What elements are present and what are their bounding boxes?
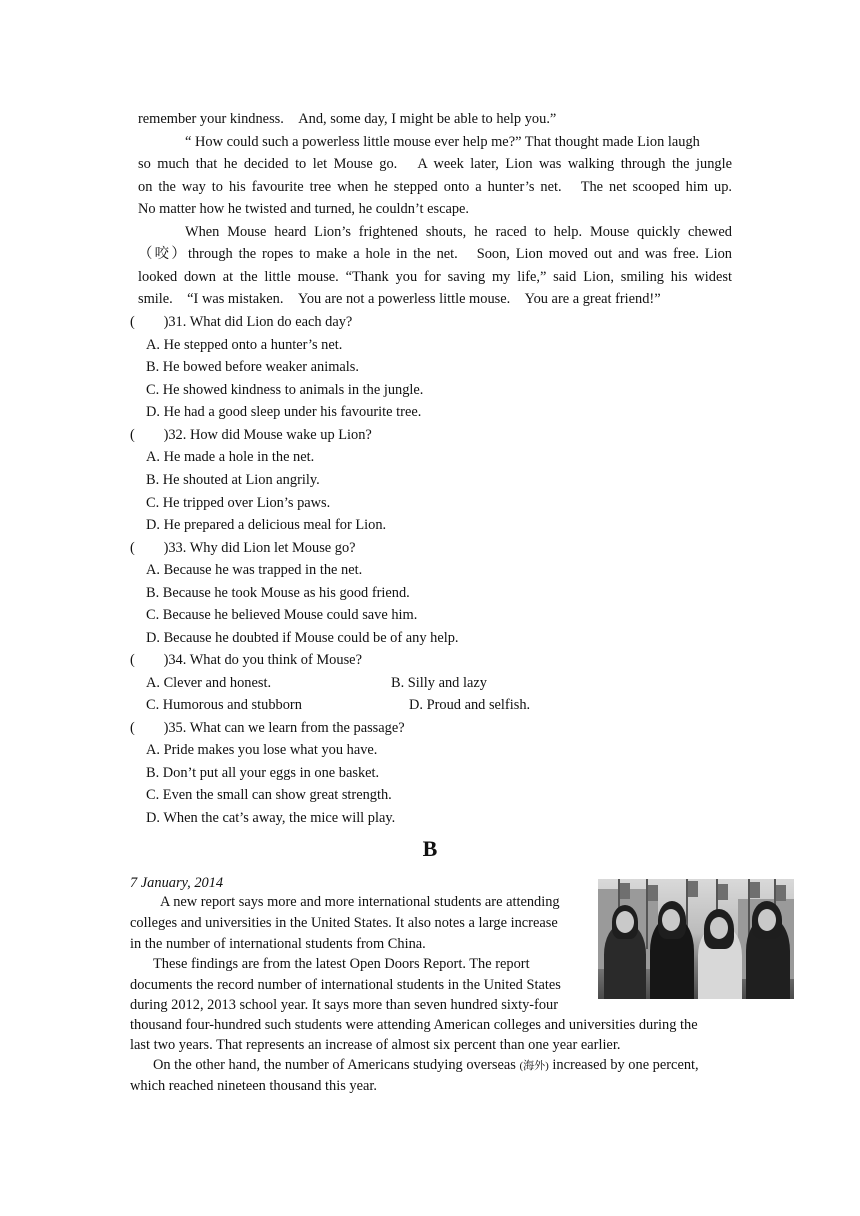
answer-option: A. Pride makes you lose what you have. — [146, 742, 378, 758]
story-line: remember your kindness. And, some day, I might be able to help you.” — [138, 111, 557, 127]
article-line: These findings are from the latest Open Doors Report. The report — [153, 956, 530, 972]
story-line: No matter how he twisted and turned, he couldn’t escape. — [138, 201, 470, 217]
story-line: “ How could such a powerless little mouse ever help me?” That thought made Lion laugh — [185, 134, 700, 150]
answer-option: D. Because he doubted if Mouse could be of any help. — [146, 630, 459, 646]
answer-option: C. He tripped over Lion’s paws. — [146, 495, 331, 511]
chinese-gloss: (海外) — [519, 1060, 549, 1072]
students-photo — [598, 879, 794, 999]
article-line: last two years. That represents an increase of almost six percent than one year earlier. — [130, 1037, 621, 1053]
question-stem: ( )32. How did Mouse wake up Lion? — [130, 427, 372, 443]
answer-option: A. He stepped onto a hunter’s net. — [146, 337, 343, 353]
answer-option: B. Silly and lazy — [391, 675, 487, 691]
answer-option: D. He had a good sleep under his favourite tree. — [146, 404, 422, 420]
question-stem: ( )33. Why did Lion let Mouse go? — [130, 540, 356, 556]
article-line: colleges and universities in the United States. It also notes a large increase — [130, 915, 558, 931]
answer-option: C. He showed kindness to animals in the jungle. — [146, 382, 424, 398]
story-line: When Mouse heard Lion’s frightened shouts, he raced to help. Mouse quickly chewed — [185, 224, 732, 240]
answer-option: A. He made a hole in the net. — [146, 449, 315, 465]
answer-option: B. Because he took Mouse as his good friend. — [146, 585, 410, 601]
article-line: thousand four-hundred such students were attending American colleges and universities during the — [130, 1017, 698, 1033]
answer-option: C. Even the small can show great strength. — [146, 787, 392, 803]
article-line-text: increased by one percent, — [548, 1057, 699, 1073]
answer-option: D. Proud and selfish. — [409, 697, 531, 713]
article-line: A new report says more and more international students are attending — [160, 894, 560, 910]
question-stem: ( )35. What can we learn from the passage? — [130, 720, 405, 736]
answer-option: D. When the cat’s away, the mice will play. — [146, 810, 396, 826]
answer-option: C. Because he believed Mouse could save him. — [146, 607, 418, 623]
answer-option: D. He prepared a delicious meal for Lion. — [146, 517, 387, 533]
article-date: 7 January, 2014 — [130, 875, 224, 891]
story-line: on the way to his favourite tree when he stepped onto a hunter’s net. The net scooped him up. — [138, 179, 732, 195]
answer-option: C. Humorous and stubborn — [146, 697, 302, 713]
answer-option: B. He shouted at Lion angrily. — [146, 472, 320, 488]
article-line — [153, 1056, 699, 1075]
story-line: smile. “I was mistaken. You are not a powerless little mouse. You are a great friend!” — [138, 291, 661, 307]
article-line-text: On the other hand, the number of Americans studying overseas — [153, 1057, 520, 1073]
story-line: （咬）through the ropes to make a hole in the net. Soon, Lion moved out and was free. Lion — [138, 246, 732, 262]
story-line: so much that he decided to let Mouse go. A week later, Lion was walking through the jungle — [138, 156, 732, 172]
article-line: documents the record number of international students in the United States — [130, 977, 561, 993]
story-line: looked down at the little mouse. “Thank you for saving my life,” said Lion, smiling his widest — [138, 269, 732, 285]
question-stem: ( )34. What do you think of Mouse? — [130, 652, 362, 668]
answer-option: A. Clever and honest. — [146, 675, 272, 691]
article-line: in the number of international students from China. — [130, 936, 426, 952]
question-stem: ( )31. What did Lion do each day? — [130, 314, 353, 330]
answer-option: B. Don’t put all your eggs in one basket. — [146, 765, 380, 781]
article-line: which reached nineteen thousand this year. — [130, 1078, 377, 1094]
answer-option: A. Because he was trapped in the net. — [146, 562, 363, 578]
section-heading: B — [422, 836, 438, 861]
article-line: during 2012, 2013 school year. It says more than seven hundred sixty-four — [130, 997, 559, 1013]
answer-option: B. He bowed before weaker animals. — [146, 359, 359, 375]
